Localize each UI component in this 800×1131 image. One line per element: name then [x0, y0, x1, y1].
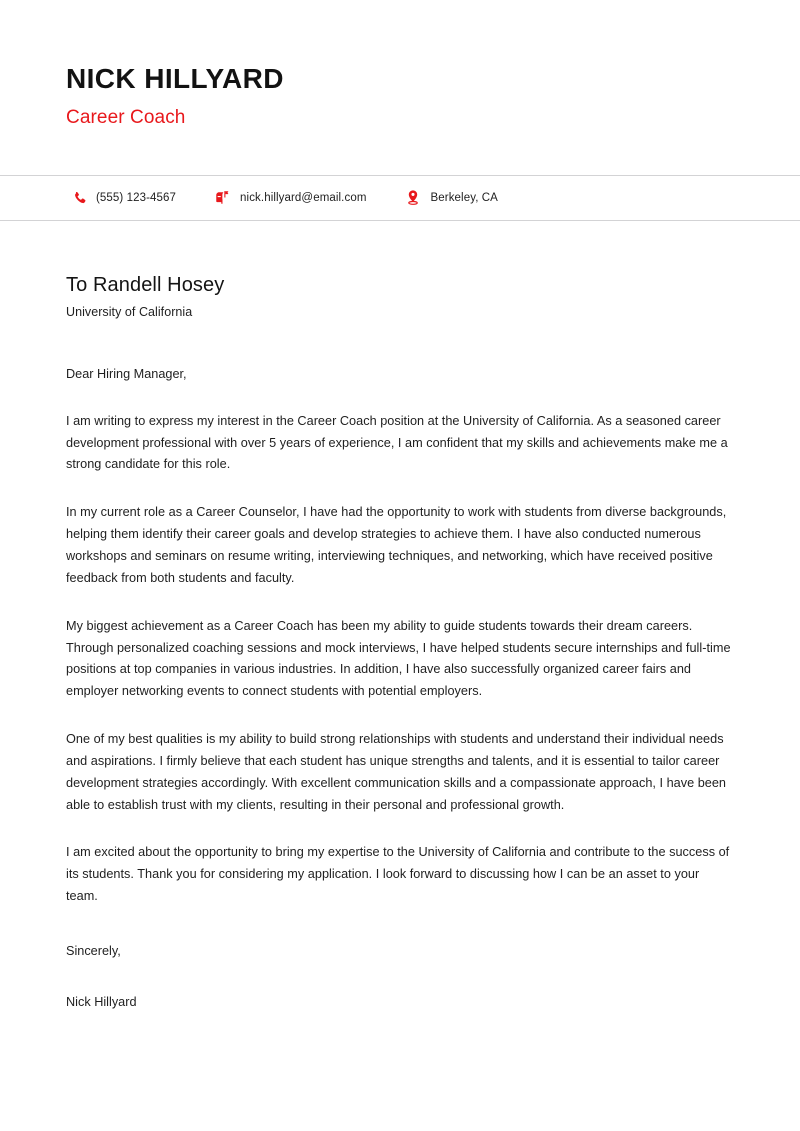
salutation: Dear Hiring Manager, [66, 366, 187, 381]
contact-phone-value: (555) 123-4567 [96, 191, 177, 204]
recipient-organization: University of California [66, 304, 193, 319]
letter-header [0, 0, 800, 130]
closing: Sincerely, [66, 943, 121, 958]
body-paragraph: In my current role as a Career Counselor, I have had the opportunity to work with students from diverse backgrounds, helping them identify their career goals and develop strategies to achieve them. I have also conducted numerous workshops and seminars on resume writing, interviewing techniques, and networking, which have received positive feedback from both students and faculty. [66, 505, 727, 585]
contact-item-email[interactable] [214, 189, 366, 206]
location-pin-icon [405, 189, 422, 206]
job-title: Career Coach [66, 107, 186, 129]
contact-email-value: nick.hillyard@email.com [240, 191, 367, 204]
letter-body [0, 273, 800, 1013]
signature-name: Nick Hillyard [66, 994, 137, 1009]
contact-location-value: Berkeley, CA [430, 191, 498, 204]
contact-item-phone[interactable] [70, 189, 176, 206]
body-paragraph: I am writing to express my interest in the Career Coach position at the University of California. As a seasoned career development professional with over 5 years of experience, I am confident that my skills and achievements make me a strong candidate for this role. [66, 413, 728, 472]
mailbox-icon [214, 189, 231, 206]
body-paragraph: I am excited about the opportunity to bring my expertise to the University of California and contribute to the success of its students. Thank you for considering my application. I look forward to discussing how I can be an asset to your team. [66, 845, 730, 904]
contact-item-location[interactable] [405, 189, 498, 206]
header-divider-bottom [0, 220, 800, 221]
page-title: NICK HILLYARD [66, 63, 284, 94]
recipient-block [66, 273, 734, 319]
body-paragraph: One of my best qualities is my ability to build strong relationships with students and understand their individual needs and aspirations. I firmly believe that each student has unique strengths and talents, and it is essential to tailor career development strategies accordingly. With excellent communication skills and a compassionate approach, I have been able to establish trust with my clients, resulting in their personal and professional growth. [66, 732, 727, 812]
body-paragraph: My biggest achievement as a Career Coach has been my ability to guide students towards their dream careers. Through personalized coaching sessions and mock interviews, I have helped students secure internships and full-time positions at top companies in various industries. In addition, I have also successfully organized career fairs and employer networking events to connect students with potential employers. [66, 618, 731, 699]
recipient-name: To Randell Hosey [66, 273, 225, 296]
phone-icon [70, 189, 87, 206]
contact-bar [0, 176, 800, 220]
